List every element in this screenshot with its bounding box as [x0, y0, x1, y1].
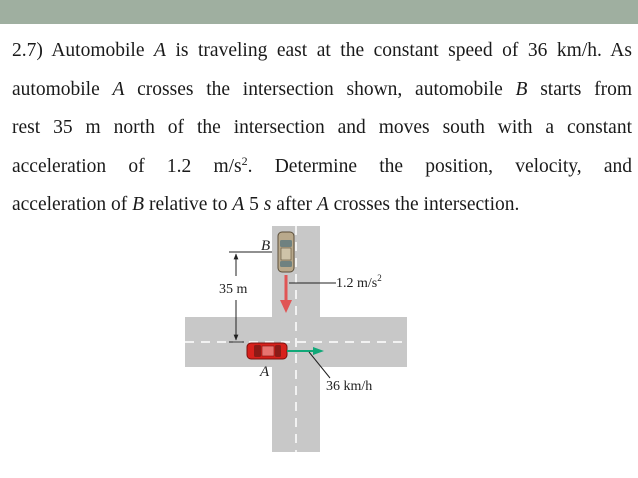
problem-line-2: automobile A crosses the intersection shown, automobile B starts from [12, 78, 633, 100]
accel-label: 1.2 $m/s^2$ [336, 273, 382, 291]
car-b [278, 232, 294, 272]
problem-line-1: 2.7) Automobile A is traveling east at the constant speed of 36 km/h. As [12, 40, 632, 61]
problem-line-4: acceleration of 1.2 $m/s^2$. Determine the position, velocity, and [12, 153, 632, 177]
car-a [247, 343, 287, 359]
problem-line-5: acceleration of B relative to A 5 s after A crosses the intersection. [12, 194, 520, 215]
label-b: B [261, 238, 271, 254]
label-a: A [260, 364, 270, 380]
problem-number: 2.7) [12, 40, 43, 61]
speed-label: 36 km/h [326, 379, 373, 394]
distance-label: 35 m [219, 282, 248, 297]
problem-line-3: rest 35 m north of the intersection and moves south with a constant [12, 117, 632, 138]
